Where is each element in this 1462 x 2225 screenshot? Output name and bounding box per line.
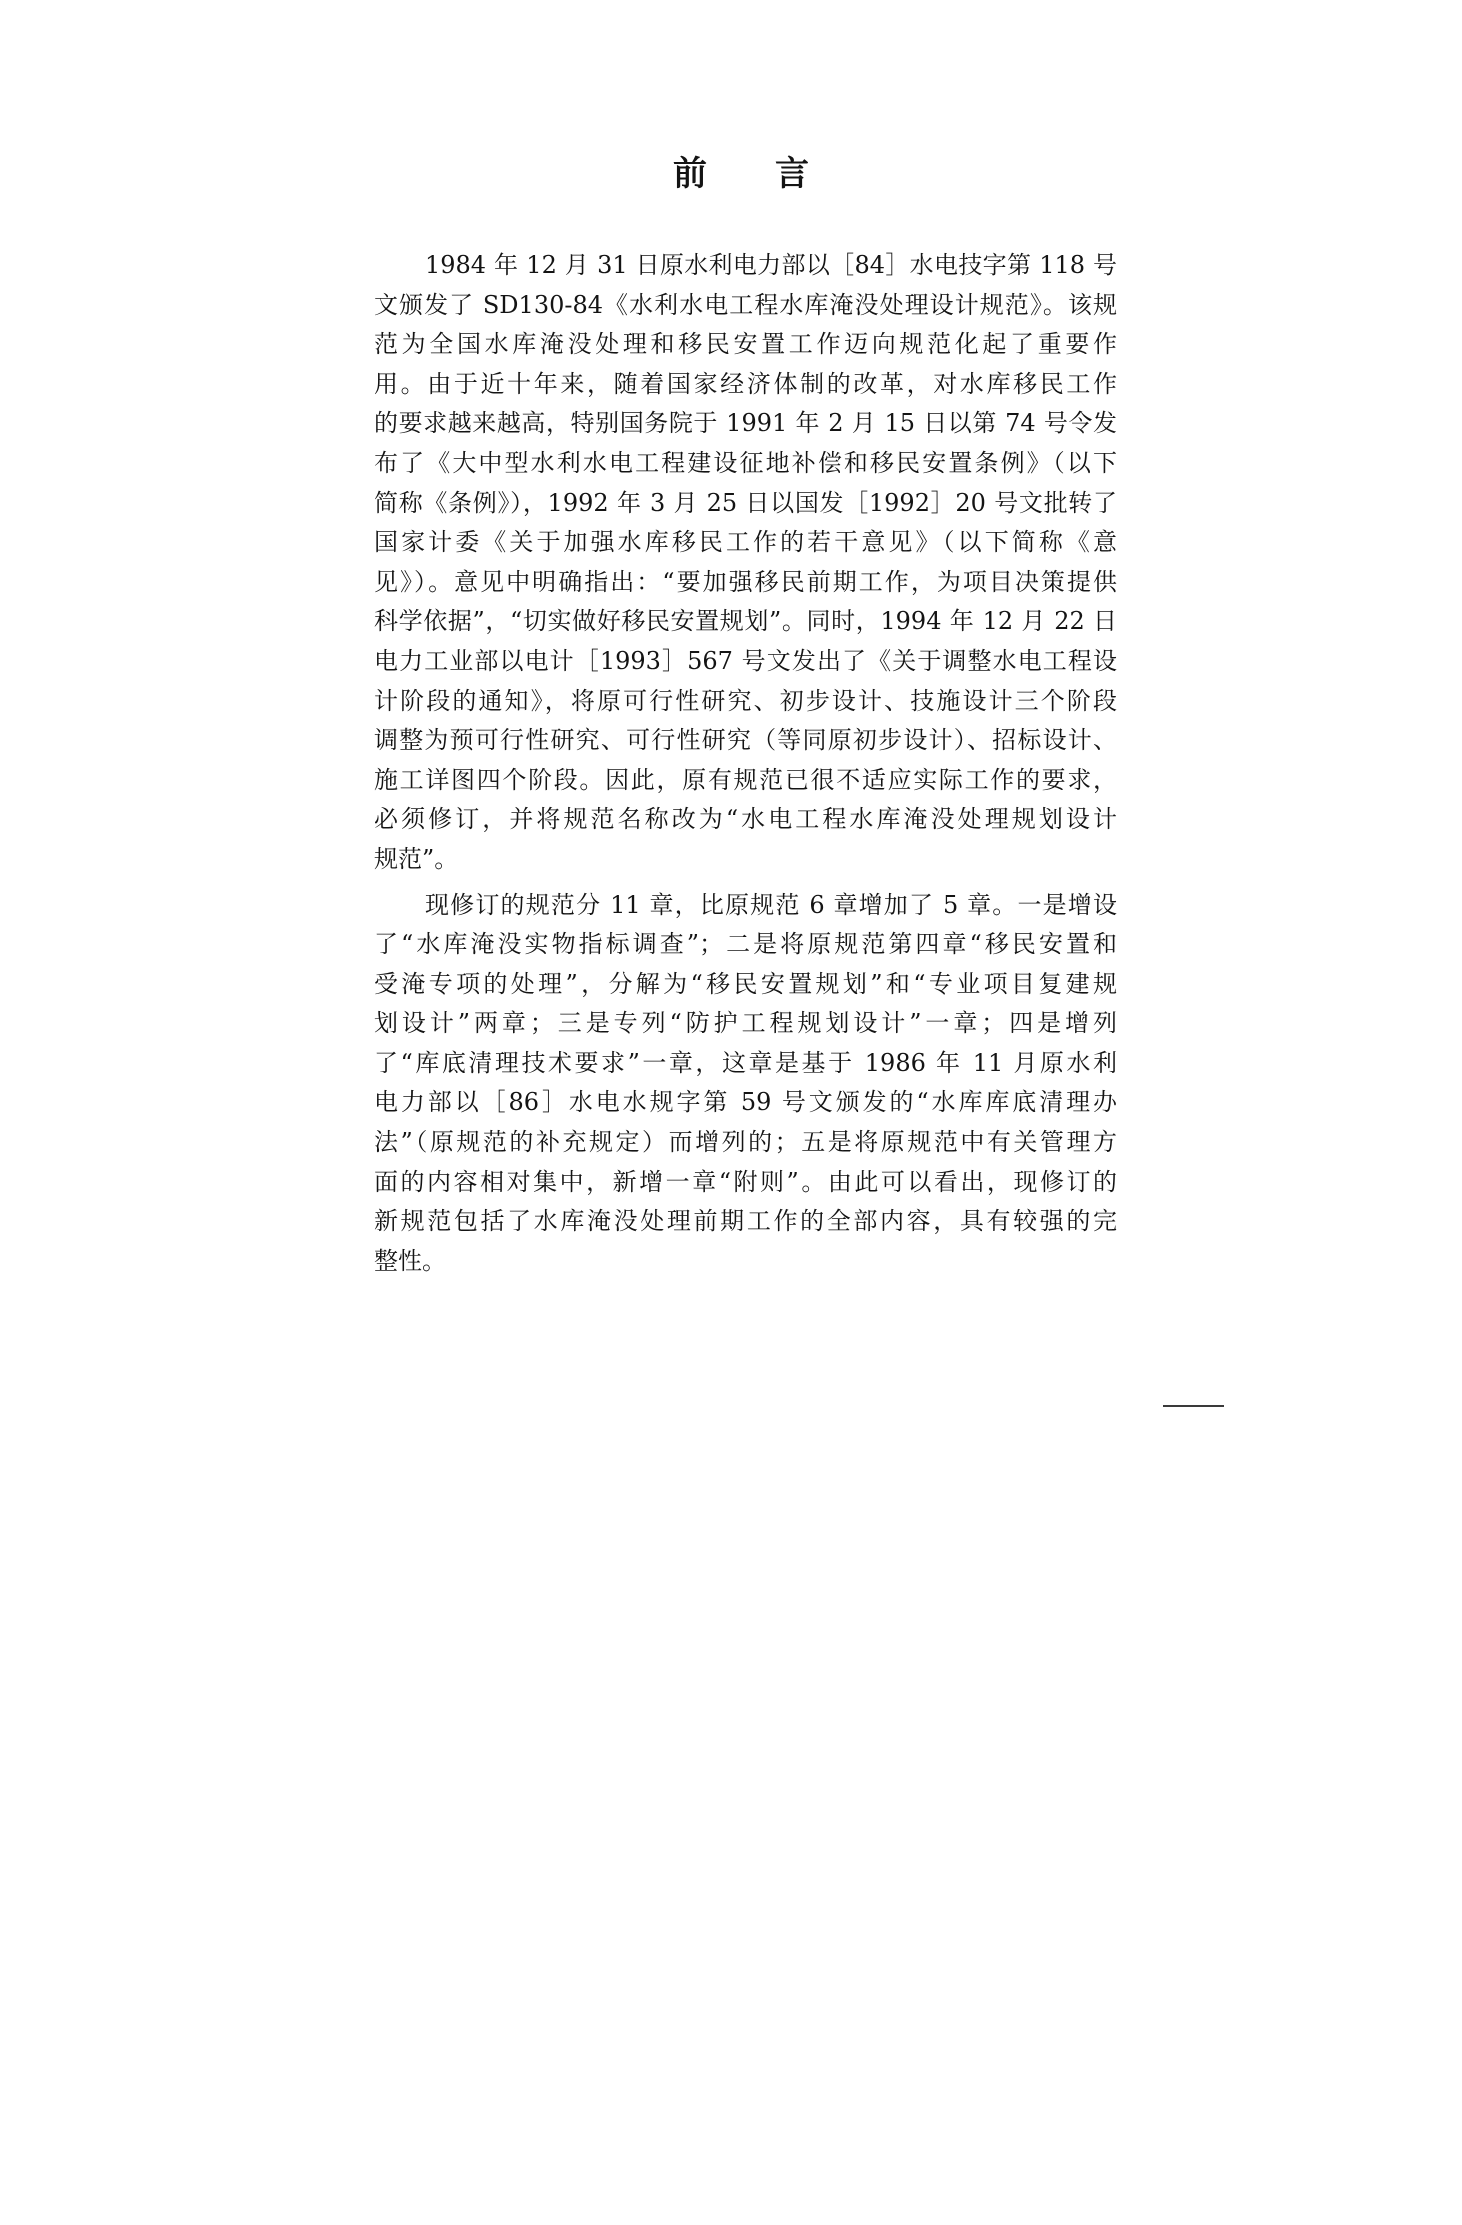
page-title: 前言 [673,154,877,194]
body-text [374,246,1117,1281]
text-line: 1984 年 12 月 31 日原水利电力部以［84］水电技字第 118 号 [425,251,1117,279]
paragraph [374,886,1117,1282]
text-line: 科学依据”，“切实做好移民安置规划”。同时，1994 年 12 月 22 日 [374,607,1117,636]
text-line: 面的内容相对集中，新增一章“附则”。由此可以看出，现修订的 [374,1167,1117,1196]
text-line: 法”（原规范的补充规定）而增列的；五是将原规范中有关管理方 [374,1128,1117,1157]
text-line: 范为全国水库淹没处理和移民安置工作迈向规范化起了重要作 [374,330,1117,359]
text-line: 受淹专项的处理”，分解为“移民安置规划”和“专业项目复建规 [374,969,1117,998]
text-line: 国家计委《关于加强水库移民工作的若干意见》（以下简称《意 [374,528,1117,557]
text-line: 文颁发了 SD130-84《水利水电工程水库淹没处理设计规范》。该规 [374,290,1117,319]
text-line: 的要求越来越高，特别国务院于 1991 年 2 月 15 日以第 74 号令发 [374,409,1117,438]
text-line: 简称《条例》），1992 年 3 月 25 日以国发［1992］20 号文批转了 [374,488,1117,517]
text-line: 划设计”两章；三是专列“防护工程规划设计”一章；四是增列 [374,1009,1117,1038]
text-line: 电力部以［86］水电水规字第 59 号文颁发的“水库库底清理办 [374,1088,1117,1117]
text-line: 了“水库淹没实物指标调查”；二是将原规范第四章“移民安置和 [374,930,1117,959]
text-line: 新规范包括了水库淹没处理前期工作的全部内容，具有较强的完 [374,1207,1117,1236]
text-line: 施工详图四个阶段。因此，原有规范已很不适应实际工作的要求， [374,765,1117,794]
paragraph [374,246,1117,880]
text-line: 整性。 [374,1246,446,1275]
scan-mark [1163,1405,1224,1407]
text-line: 必须修订，并将规范名称改为“水电工程水库淹没处理规划设计 [374,805,1117,834]
text-line: 电力工业部以电计［1993］567 号文发出了《关于调整水电工程设 [374,646,1117,675]
text-line: 了“库底清理技术要求”一章，这章是基于 1986 年 11 月原水利 [374,1048,1117,1077]
text-line: 现修订的规范分 11 章，比原规范 6 章增加了 5 章。一是增设 [425,890,1117,919]
text-line: 布了《大中型水利水电工程建设征地补偿和移民安置条例》（以下 [374,448,1117,477]
text-line: 计阶段的通知》，将原可行性研究、初步设计、技施设计三个阶段 [374,686,1117,715]
text-line: 用。由于近十年来，随着国家经济体制的改革，对水库移民工作 [374,369,1117,398]
text-line: 见》）。意见中明确指出：“要加强移民前期工作，为项目决策提供 [374,567,1117,596]
text-line: 规范”。 [374,844,459,873]
text-line: 调整为预可行性研究、可行性研究（等同原初步设计）、招标设计、 [374,726,1117,755]
